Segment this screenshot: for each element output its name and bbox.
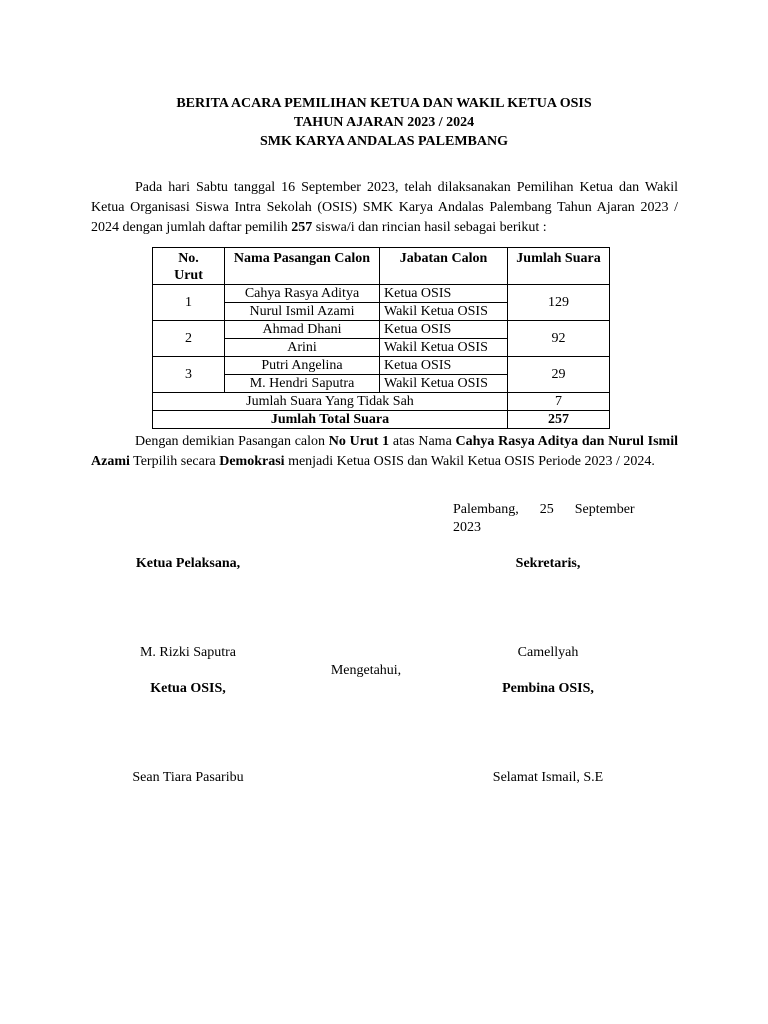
ketua-pelaksana-name: M. Rizki Saputra [139,645,237,660]
intro-text-after: siswa/i dan rincian hasil sebagai berikut : [312,220,547,235]
header-no-line1: No. [178,251,199,266]
row-votes: 129 [508,285,610,321]
candidate-position: Wakil Ketua OSIS [380,339,508,357]
sekretaris-title: Sekretaris, [515,556,581,571]
sekretaris-name: Camellyah [517,645,579,660]
candidate-name: Nurul Ismil Azami [225,303,380,321]
invalid-votes-value: 7 [508,393,610,411]
table-row [153,285,610,303]
mengetahui-label: Mengetahui, [330,663,402,678]
invalid-votes-row [153,393,610,411]
conclusion-bold: Demokrasi [219,454,285,469]
intro-paragraph [91,178,678,238]
total-votes-row [153,411,610,429]
row-no: 2 [153,321,225,357]
ketua-osis-title: Ketua OSIS, [150,681,226,696]
row-no: 3 [153,357,225,393]
results-table [152,247,610,429]
total-votes-value: 257 [508,411,610,429]
conclusion-text: Dengan demikian Pasangan calon [135,434,329,449]
pembina-title: Pembina OSIS, [502,681,594,696]
candidate-position: Ketua OSIS [380,357,508,375]
voter-count: 257 [291,220,313,235]
ketua-pelaksana-title: Ketua Pelaksana, [135,556,241,571]
conclusion-text: Terpilih secara [129,454,220,469]
invalid-votes-label: Jumlah Suara Yang Tidak Sah [153,393,508,411]
doc-title-line1: BERITA ACARA PEMILIHAN KETUA DAN WAKIL KETUA OSIS [176,96,592,111]
row-votes: 92 [508,321,610,357]
intro-text-before: Pada hari Sabtu tanggal 16 September 2023, telah dilaksanakan Pemilihan Ketua dan Wakil Ketua Organisasi Siswa Intra Sekolah (OSIS) SMK Karya Andalas Palembang Tahun Ajaran 2023 / 2024 dengan jumlah daftar pemilih [91,180,678,235]
candidate-position: Ketua OSIS [380,321,508,339]
conclusion-bold: Cahya Rasya Aditya dan Nurul Ismil Azami [91,434,679,469]
doc-title-line2: TAHUN AJARAN 2023 / 2024 [293,115,475,130]
header-name: Nama Pasangan Calon [225,248,380,285]
table-row [153,321,610,339]
header-votes: Jumlah Suara [508,248,610,285]
row-votes: 29 [508,357,610,393]
table-header-row [153,248,610,285]
total-votes-label: Jumlah Total Suara [153,411,508,429]
candidate-name: Ahmad Dhani [225,321,380,339]
place-date-line2: 2023 [453,520,481,535]
conclusion-bold: No Urut 1 [328,434,390,449]
conclusion-paragraph [91,432,678,472]
candidate-name: M. Hendri Saputra [225,375,380,393]
candidate-position: Ketua OSIS [380,285,508,303]
conclusion-text: atas Nama [389,434,456,449]
pembina-name: Selamat Ismail, S.E [492,770,604,785]
candidate-name: Putri Angelina [225,357,380,375]
doc-title-line3: SMK KARYA ANDALAS PALEMBANG [259,134,509,149]
table-row [153,357,610,375]
conclusion-text: menjadi Ketua OSIS dan Wakil Ketua OSIS Periode 2023 / 2024. [284,454,655,469]
candidate-name: Cahya Rasya Aditya [225,285,380,303]
header-no-line2: Urut [174,268,203,283]
candidate-name: Arini [225,339,380,357]
candidate-position: Wakil Ketua OSIS [380,303,508,321]
header-position: Jabatan Calon [380,248,508,285]
row-no: 1 [153,285,225,321]
candidate-position: Wakil Ketua OSIS [380,375,508,393]
header-no [153,248,225,285]
place-date-line1: Palembang, 25 September [453,502,635,517]
ketua-osis-name: Sean Tiara Pasaribu [132,770,244,785]
